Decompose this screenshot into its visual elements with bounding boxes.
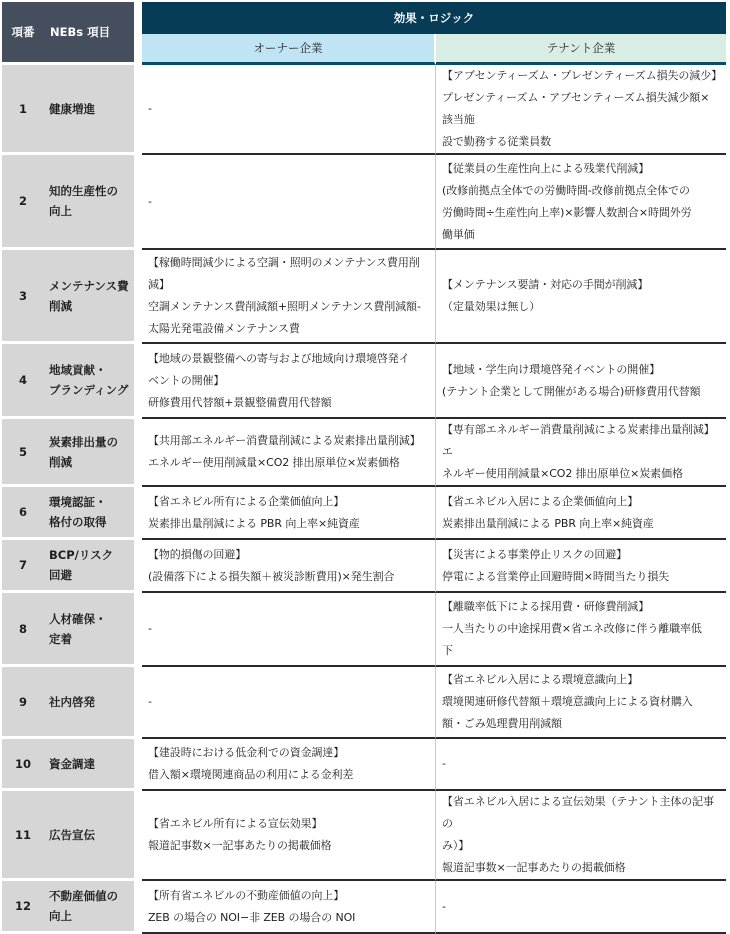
owner-line: 【省エネビル所有による企業価値向上】 — [148, 494, 345, 508]
row-number: 9 — [2, 667, 44, 739]
tenant-cell — [436, 487, 726, 540]
item-line: ブランディング — [49, 383, 129, 397]
row-number: 2 — [2, 155, 44, 250]
tenant-line: 【省エネビル入居による宣伝効果（テナント主体の記事の — [442, 795, 714, 830]
tenant-line: （定量効果は無し） — [442, 300, 541, 313]
item-line: 削減 — [49, 298, 72, 313]
owner-line: エネルギー使用削減量×CO2 排出原単位×炭素価格 — [148, 456, 400, 469]
tenant-cell — [436, 739, 726, 791]
tenant-line: 炭素排出量削減による PBR 向上率×純資産 — [442, 516, 654, 530]
tenant-line: 【地域・学生向け環境啓発イベントの開催】 — [442, 362, 660, 376]
tenant-line: 環境関連研修代替額＋環境意識向上による資材購入 — [442, 695, 693, 708]
item-line: 削減 — [49, 454, 72, 469]
tenant-line: 設で勤務する従業員数 — [442, 135, 551, 148]
row-item — [44, 250, 134, 344]
table-row — [2, 739, 726, 791]
owner-line: - — [148, 102, 152, 115]
header-tenant: テナント企業 — [436, 34, 726, 65]
tenant-line: (改修前拠点全体での労働時間-改修前拠点全体での — [442, 183, 690, 197]
tenant-line: み）】 — [442, 839, 470, 852]
tenant-line: 【メンテナンス要請・対応の手間が削減】 — [442, 278, 649, 291]
table-row — [2, 593, 726, 667]
tenant-line: 労働時間÷生産性向上率)×影響人数割合×時間外労 — [442, 205, 692, 219]
tenant-line: 働単価 — [442, 227, 475, 241]
owner-line: 【稼働時間減少による空調・照明のメンテナンス費用削 — [148, 256, 420, 269]
tenant-line: (テナント企業として開催がある場合)研修費用代替額 — [442, 384, 701, 398]
owner-line: - — [148, 194, 152, 208]
owner-line: 【所有省エネビルの不動産価値の向上】 — [148, 888, 345, 902]
owner-cell — [142, 155, 436, 250]
item-line: 不動産価値の — [49, 889, 118, 903]
owner-cell — [142, 487, 436, 540]
row-item — [44, 593, 134, 667]
item-line: 社内啓発 — [49, 694, 95, 709]
gap-cell — [134, 155, 142, 250]
row-item — [44, 881, 134, 934]
row-number: 3 — [2, 250, 44, 344]
table-row — [2, 250, 726, 344]
tenant-line: 下 — [442, 644, 453, 657]
owner-cell — [142, 593, 436, 667]
tenant-cell — [436, 540, 726, 593]
owner-cell — [142, 881, 436, 934]
gap-cell — [134, 540, 142, 593]
item-line: 健康増進 — [49, 101, 95, 116]
owner-line: 空調メンテナンス費削減額+照明メンテナンス費削減額- — [148, 300, 421, 313]
owner-line: 借入額×環境関連商品の利用による金利差 — [148, 768, 354, 781]
owner-line: (設備落下による損失額＋被災診断費用)×発生割合 — [148, 569, 395, 583]
item-line: 知的生産性の — [49, 184, 118, 198]
table-row — [2, 881, 726, 934]
tenant-cell — [436, 593, 726, 667]
gap-cell — [134, 344, 142, 419]
row-number: 7 — [2, 540, 44, 593]
tenant-cell — [436, 155, 726, 250]
row-number: 8 — [2, 593, 44, 667]
owner-line: 報道記事数×一記事あたりの掲載価格 — [148, 839, 332, 852]
gap-cell — [134, 593, 142, 667]
gap-cell — [134, 739, 142, 791]
table-row — [2, 344, 726, 419]
row-number: 10 — [2, 739, 44, 791]
tenant-line: 【災害による事業停止リスクの回避】 — [442, 547, 628, 561]
item-line: BCP/リスク — [49, 548, 114, 562]
tenant-line: 【離職率低下による採用費・研修費削減】 — [442, 600, 650, 613]
header-gap — [134, 2, 142, 65]
item-line: 向上 — [49, 909, 72, 923]
tenant-cell — [436, 881, 726, 934]
gap-cell — [134, 250, 142, 344]
owner-cell — [142, 419, 436, 487]
row-item — [44, 540, 134, 593]
owner-line: - — [148, 622, 152, 635]
owner-line: 研修費用代替額+景観整備費用代替額 — [148, 395, 332, 409]
item-line: 環境認証・ — [49, 495, 107, 509]
gap-cell — [134, 65, 142, 155]
item-line: 向上 — [49, 204, 72, 218]
tenant-cell — [436, 65, 726, 155]
tenant-line: 額・ごみ処理費用削減額 — [442, 717, 562, 730]
table-row — [2, 155, 726, 250]
tenant-line: 【省エネビル入居による環境意識向上】 — [442, 673, 639, 686]
owner-line: 【地域の景観整備への寄与および地域向け環境啓発イ — [148, 351, 410, 365]
tenant-line: プレゼンティーズム・アブセンティーズム損失減少額×該当施 — [442, 91, 710, 126]
gap-cell — [134, 419, 142, 487]
item-line: 資金調達 — [49, 756, 95, 771]
tenant-cell — [436, 791, 726, 881]
owner-line: - — [148, 695, 152, 708]
row-item — [44, 739, 134, 791]
owner-line: ZEB の場合の NOI−非 ZEB の場合の NOI — [148, 910, 356, 924]
item-line: 炭素排出量の — [49, 434, 118, 449]
header-no: 項番 — [2, 2, 44, 65]
table-row — [2, 791, 726, 881]
item-line: 格付の取得 — [49, 515, 107, 529]
item-line: 地域貢献・ — [49, 363, 107, 377]
item-line: 定着 — [49, 631, 72, 646]
row-number: 1 — [2, 65, 44, 155]
neb-table — [2, 2, 726, 934]
item-line: 人材確保・ — [49, 611, 107, 626]
row-item — [44, 65, 134, 155]
header-effect-logic: 効果・ロジック — [142, 2, 726, 34]
gap-cell — [134, 791, 142, 881]
item-line: 回避 — [49, 568, 72, 582]
owner-line: 【建設時における低金利での資金調達】 — [148, 746, 345, 759]
tenant-cell — [436, 344, 726, 419]
owner-cell — [142, 250, 436, 344]
row-number: 12 — [2, 881, 44, 934]
header-item: NEBs 項目 — [44, 2, 134, 65]
owner-line: 【物的損傷の回避】 — [148, 547, 247, 561]
tenant-line: 停電による営業停止回避時間×時間当たり損失 — [442, 569, 670, 583]
row-item — [44, 155, 134, 250]
row-item — [44, 487, 134, 540]
row-item — [44, 344, 134, 419]
tenant-cell — [436, 419, 726, 487]
table-row — [2, 487, 726, 540]
owner-line: ベントの開催】 — [148, 373, 225, 387]
tenant-line: 【従業員の生産性向上による残業代削減】 — [442, 161, 650, 175]
tenant-cell — [436, 667, 726, 739]
tenant-line: - — [442, 757, 446, 770]
gap-cell — [134, 667, 142, 739]
table-row — [2, 540, 726, 593]
owner-line: 【省エネビル所有による宣伝効果】 — [148, 817, 323, 830]
row-number: 6 — [2, 487, 44, 540]
tenant-line: 一人当たりの中途採用費×省エネ改修に伴う離職率低 — [442, 622, 702, 635]
owner-cell — [142, 667, 436, 739]
gap-cell — [134, 881, 142, 934]
owner-line: 減】 — [148, 278, 170, 291]
tenant-line: - — [442, 899, 446, 913]
tenant-line: 報道記事数×一記事あたりの掲載価格 — [442, 861, 626, 874]
row-number: 4 — [2, 344, 44, 419]
tenant-cell — [436, 250, 726, 344]
row-number: 11 — [2, 791, 44, 881]
item-line: 広告宣伝 — [49, 827, 95, 842]
owner-cell — [142, 65, 436, 155]
tenant-line: 【アブセンティーズム・プレゼンティーズム損失の減少】 — [442, 69, 722, 82]
item-line: メンテナンス費 — [49, 278, 129, 293]
row-item — [44, 419, 134, 487]
owner-cell — [142, 739, 436, 791]
row-number: 5 — [2, 419, 44, 487]
owner-cell — [142, 791, 436, 881]
row-item — [44, 791, 134, 881]
owner-line: 太陽光発電設備メンテナンス費 — [148, 322, 300, 335]
tenant-line: 【専有部エネルギー消費量削減による炭素排出量削減】エ — [442, 423, 715, 458]
row-item — [44, 667, 134, 739]
table-row — [2, 419, 726, 487]
table-body — [2, 65, 726, 934]
owner-line: 【共用部エネルギー消費量削減による炭素排出量削減】 — [148, 434, 421, 447]
owner-line: 炭素排出量削減による PBR 向上率×純資産 — [148, 516, 360, 530]
tenant-line: 【省エネビル入居による企業価値向上】 — [442, 494, 639, 508]
tenant-line: ネルギー使用削減量×CO2 排出原単位×炭素価格 — [442, 467, 683, 480]
owner-cell — [142, 540, 436, 593]
owner-cell — [142, 344, 436, 419]
table-row — [2, 667, 726, 739]
table-row — [2, 65, 726, 155]
gap-cell — [134, 487, 142, 540]
header-owner: オーナー企業 — [142, 34, 436, 65]
